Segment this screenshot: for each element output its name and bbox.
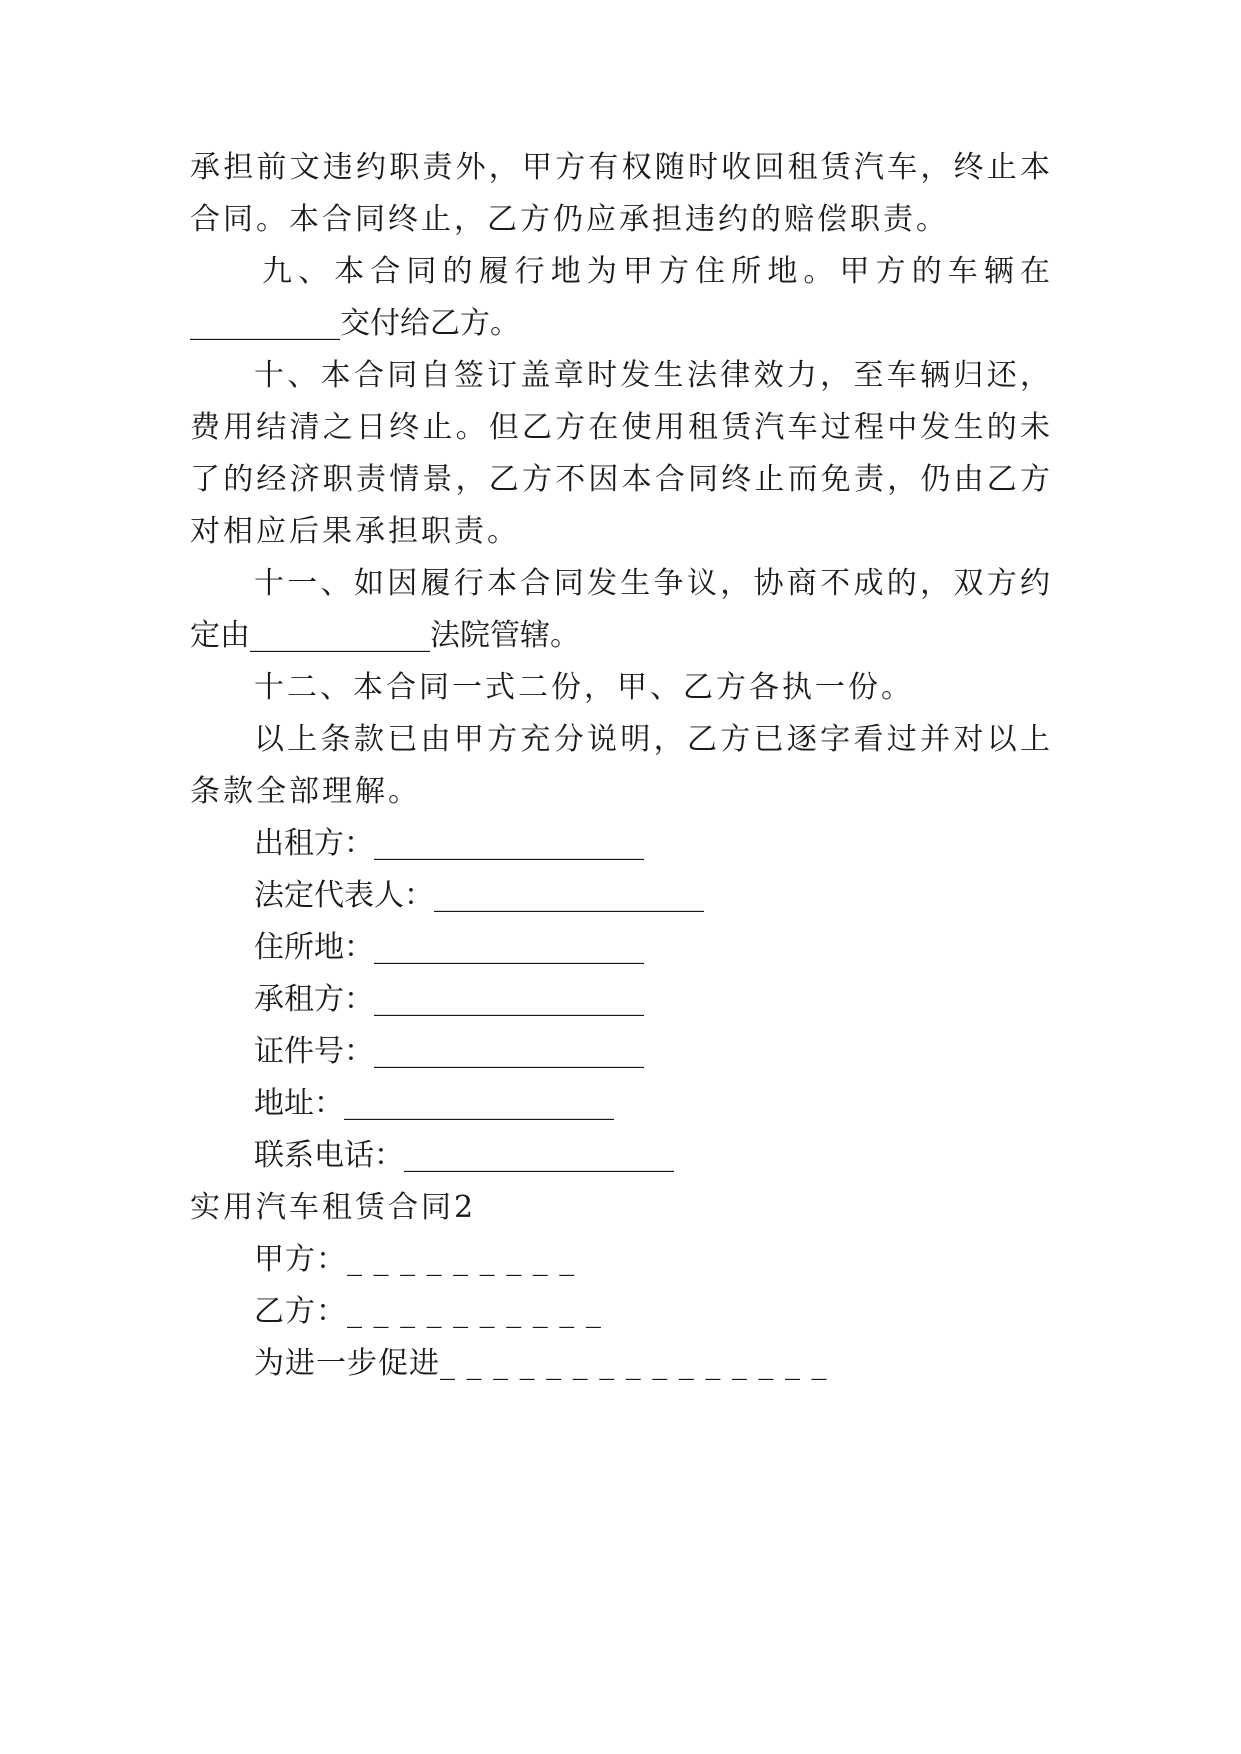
lessee-field: 承租方：__________________ xyxy=(254,982,644,1017)
clause-9-line-1: 九、本合同的履行地为甲方住所地。甲方的车辆在 xyxy=(262,254,1050,289)
id-number-field: 证件号：__________________ xyxy=(254,1034,644,1069)
residence-field: 住所地：__________________ xyxy=(254,930,644,965)
lessor-field: 出租方：__________________ xyxy=(254,826,644,861)
legal-representative-field: 法定代表人：__________________ xyxy=(254,878,704,913)
party-a-field: 甲方：_ _ _ _ _ _ _ _ _ xyxy=(254,1242,576,1277)
address-field: 地址：__________________ xyxy=(254,1086,614,1121)
preamble-line: 为进一步促进_ _ _ _ _ _ _ _ _ _ _ _ _ _ _ xyxy=(254,1346,828,1381)
phone-field: 联系电话：__________________ xyxy=(254,1138,674,1173)
party-b-field: 乙方：_ _ _ _ _ _ _ _ _ _ xyxy=(254,1294,602,1329)
clause-10-line-1: 十、本合同自签订盖章时发生法律效力，至车辆归还， xyxy=(254,358,1050,393)
clause-11-line-2: 定由____________法院管辖。 xyxy=(190,618,580,653)
clause-9-line-2: __________交付给乙方。 xyxy=(190,306,520,341)
acknowledgement-line-1: 以上条款已由甲方充分说明，乙方已逐字看过并对以上 xyxy=(254,722,1050,757)
section-title: 实用汽车租赁合同2 xyxy=(190,1190,477,1225)
clause-10-line-2: 费用结清之日终止。但乙方在使用租赁汽车过程中发生的未 xyxy=(190,410,1050,445)
clause-10-line-4: 对相应后果承担职责。 xyxy=(190,514,520,549)
clause-10-line-3: 了的经济职责情景，乙方不因本合同终止而免责，仍由乙方 xyxy=(190,462,1050,497)
paragraph-line-2: 合同。本合同终止，乙方仍应承担违约的赔偿职责。 xyxy=(190,202,949,237)
clause-11-line-1: 十一、如因履行本合同发生争议，协商不成的，双方约 xyxy=(254,566,1050,601)
clause-12-line: 十二、本合同一式二份，甲、乙方各执一份。 xyxy=(254,670,914,705)
paragraph-line-1: 承担前文违约职责外，甲方有权随时收回租赁汽车，终止本 xyxy=(190,150,1050,185)
acknowledgement-line-2: 条款全部理解。 xyxy=(190,774,421,809)
